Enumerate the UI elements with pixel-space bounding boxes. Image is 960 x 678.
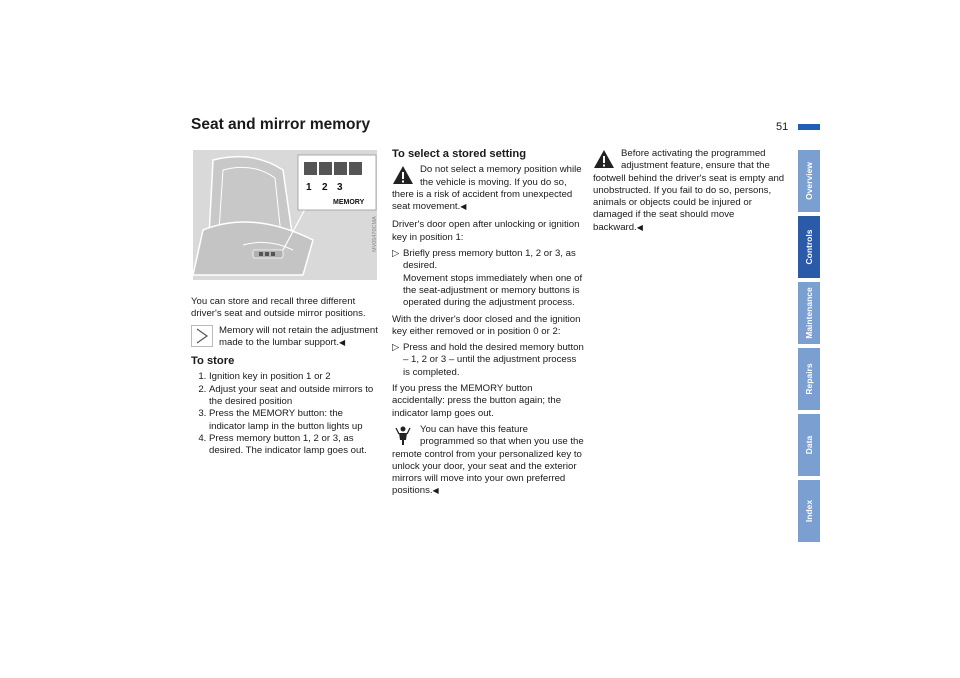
memory-button-label: 3: [337, 182, 343, 193]
tab-label: Index: [804, 499, 814, 523]
bullet-text: Press and hold the desired memory button – 1, 2 or 3 – until the adjustment process is completed.: [403, 342, 584, 378]
bullet-text: Movement stops immediately when one of the seat-adjustment or memory buttons is operated during the adjustment process.: [403, 272, 583, 309]
list-item: 3. Press the MEMORY button: the indicator lamp in the button lights up: [209, 408, 381, 433]
tab-data[interactable]: [798, 414, 820, 476]
end-mark: ◀: [460, 202, 467, 212]
note-text: Memory will not retain the adjustment made to the lumbar support.: [219, 324, 378, 348]
tab-label: Repairs: [804, 363, 814, 395]
warning-note: [392, 164, 584, 213]
column-2: [392, 148, 584, 504]
bullet-mark: ▷: [392, 342, 400, 354]
page-marker-bar: [798, 124, 820, 130]
memory-label: MEMORY: [333, 199, 365, 206]
store-steps: [191, 371, 381, 457]
tab-label: Maintenance: [804, 287, 814, 339]
note-icon: [191, 325, 213, 347]
tab-repairs[interactable]: [798, 348, 820, 410]
intro-text: You can store and recall three different driver's seat and outside mirror positions.: [191, 296, 366, 320]
seat-memory-figure: [193, 150, 377, 280]
bullet-text: Briefly press memory button 1, 2 or 3, as desired.: [403, 248, 576, 272]
warning-note: [593, 148, 785, 234]
list-item: 2. Adjust your seat and outside mirrors to the desired position: [209, 384, 381, 409]
list-item: 1. Ignition key in position 1 or 2: [209, 371, 381, 383]
tab-controls[interactable]: [798, 216, 820, 278]
page-number: 51: [776, 121, 789, 133]
to-store-heading: To store: [191, 355, 235, 368]
end-mark: ◀: [636, 222, 643, 232]
section-tabs: [798, 150, 820, 546]
paragraph: If you press the MEMORY button accidentally: press the button again; the indicator lamp goes out.: [392, 383, 562, 419]
warning-text: Before activating the programmed adjustment feature, ensure that the footwell behind the driver's seat is empty and unobstructed. If you fail to do so, persons, animals or objects could be injured or damaged if the seat should move backward.: [593, 148, 785, 233]
tab-index[interactable]: [798, 480, 820, 542]
end-mark: ◀: [339, 337, 346, 347]
list-item: 4. Press memory button 1, 2 or 3, as desired. The indicator lamp goes out.: [209, 433, 381, 458]
paragraph: With the driver's door closed and the ignition key either removed or in position 0 or 2:: [392, 313, 581, 337]
mechanic-icon: [392, 424, 414, 446]
tab-label: Overview: [804, 162, 814, 200]
end-mark: ◀: [432, 486, 439, 496]
list-item: [392, 342, 584, 379]
warning-text: Do not select a memory position while the vehicle is moving. If you do so, there is a risk of accident from unexpected seat movement.: [392, 164, 582, 213]
paragraph: Driver's door open after unlocking or ignition key in position 1:: [392, 219, 580, 243]
bullet-mark: ▷: [392, 248, 400, 260]
note: [191, 325, 381, 350]
memory-button-label: 1: [306, 182, 312, 193]
tip-note: [392, 424, 584, 498]
tab-label: Data: [804, 435, 814, 455]
tab-maintenance[interactable]: [798, 282, 820, 344]
list-item: [392, 248, 584, 309]
tab-label: Controls: [804, 229, 814, 265]
select-setting-heading: To select a stored setting: [392, 148, 527, 160]
tab-overview[interactable]: [798, 150, 820, 212]
tip-text: You can have this feature programmed so that when you use the remote control from your personalized key to unlock your door, your seat and the exterior mirrors will move into your own preferred positions.: [392, 423, 584, 497]
column-1: [191, 296, 381, 462]
warning-icon: [392, 164, 414, 186]
seat-illustration: [193, 150, 377, 280]
figure-code: MV05470CMA: [372, 216, 378, 252]
page-title: Seat and mirror memory: [191, 116, 371, 133]
column-3: [593, 148, 785, 240]
memory-button-label: 2: [322, 182, 328, 193]
warning-icon: [593, 148, 615, 170]
